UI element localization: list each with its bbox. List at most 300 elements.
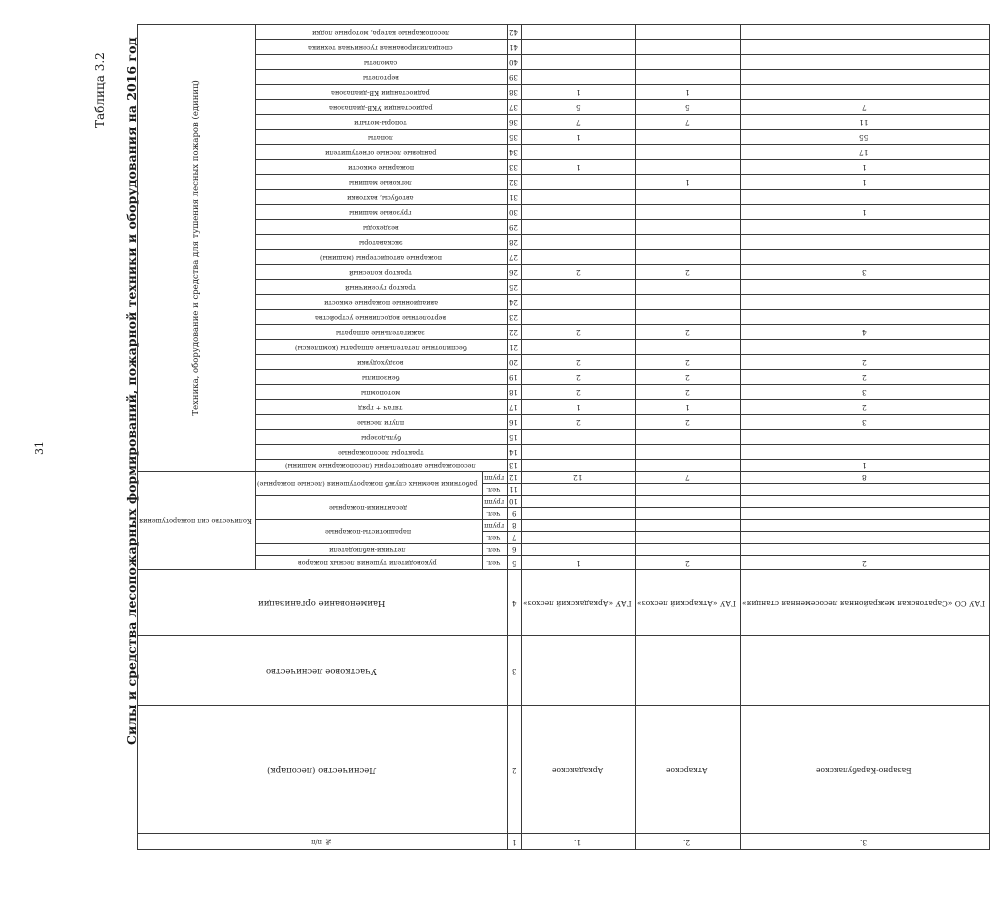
equipment-label-28: самолеты (363, 58, 398, 67)
page-number: 31 (33, 441, 46, 455)
row-num (741, 834, 990, 850)
row-equipment-value-30 (636, 24, 741, 39)
equipment-label-1: лесопожарные автоцистерны (лесопожарные машины) (285, 461, 476, 470)
row-force-value-5 (636, 508, 741, 520)
equipment-value: 2 (685, 418, 690, 428)
row-equipment-value-12 (741, 294, 990, 309)
col-number-3 (508, 636, 522, 706)
header-org (138, 570, 508, 636)
row-equipment-value-29 (636, 39, 741, 54)
col-number-24 (508, 294, 522, 309)
col-number: 13 (509, 460, 519, 469)
equipment-label-3: бульдозеры (360, 433, 401, 442)
col-number: 33 (509, 162, 519, 171)
header-equipment-18 (256, 204, 508, 219)
col-number: 25 (509, 282, 519, 291)
unit-label: чел. (486, 510, 501, 518)
header-unit-5-2 (482, 471, 508, 483)
row-force-value-5 (741, 508, 990, 520)
header-unit-4-2 (482, 496, 508, 508)
equipment-value: 2 (861, 373, 867, 383)
equipment-value: 3 (861, 268, 867, 278)
col-number: 12 (509, 473, 519, 481)
equipment-value: 11 (858, 118, 869, 128)
force-label-2: летчики-наблюдатели (329, 546, 406, 554)
row-force-value-7 (522, 484, 636, 496)
col-number: 34 (509, 147, 519, 156)
row-force-value-2 (741, 544, 990, 556)
row-equipment-value-11 (636, 309, 741, 324)
equipment-label-27: вертолеты (362, 73, 399, 82)
row-force-value-6 (522, 496, 636, 508)
row-equipment-value-11 (741, 309, 990, 324)
header-force-4 (256, 496, 482, 520)
row-equipment-value-25 (741, 99, 990, 114)
col-number: 7 (512, 533, 517, 541)
equipment-label-24: топоры-мотыги (354, 118, 407, 127)
row-forestry-value: Аткарское (666, 765, 708, 775)
row-equipment-value-20 (522, 174, 636, 189)
col-number: 30 (509, 207, 519, 216)
col-number-9 (508, 508, 522, 520)
row-equipment-value-29 (522, 39, 636, 54)
table-row (522, 9, 636, 849)
col-number: 18 (509, 387, 519, 396)
force-label-4: десантники-пожарные (328, 504, 407, 513)
equipment-label-11: вертолетные водосливные устройства (315, 313, 447, 322)
header-forces-group-label: Количество сил пожаротушения (139, 517, 252, 526)
row-equipment-value-22 (741, 144, 990, 159)
col-number: 19 (509, 372, 519, 381)
col-number: 11 (509, 485, 519, 493)
equipment-value: 2 (861, 358, 867, 368)
row-force-value-6 (636, 496, 741, 508)
col-number: 28 (509, 237, 519, 246)
rotated-table-container (137, 15, 986, 850)
header-equipment-4 (256, 414, 508, 429)
row-equipment-value-2 (741, 444, 990, 459)
col-number-26 (508, 264, 522, 279)
row-equipment-value-9 (522, 339, 636, 354)
row-equipment-value-16 (636, 234, 741, 249)
equipment-label-14: трактор колесный (349, 268, 413, 277)
table-row (741, 9, 990, 849)
row-equipment-value-17 (522, 219, 636, 234)
row-equipment-value-10 (522, 324, 636, 339)
header-equipment-19 (256, 189, 508, 204)
row-equipment-value-1 (636, 459, 741, 471)
row-equipment-value-19 (522, 189, 636, 204)
row-equipment-value-4 (522, 414, 636, 429)
header-equipment-14 (256, 264, 508, 279)
row-equipment-value-13 (522, 279, 636, 294)
row-equipment-value-24 (741, 114, 990, 129)
header-num (138, 834, 508, 850)
table-label: Таблица 3.2 (93, 52, 107, 128)
col-number: 39 (509, 72, 519, 81)
row-equipment-value-23 (522, 129, 636, 144)
row-equipment-value-18 (522, 204, 636, 219)
header-unit-2-1 (482, 544, 508, 556)
row-equipment-value-17 (741, 219, 990, 234)
row-forestry-value: Аркадакское (551, 765, 604, 775)
row-force-value-4 (522, 520, 636, 532)
equipment-value: 55 (858, 133, 869, 143)
equipment-value: 2 (575, 358, 581, 368)
force-value: 12 (572, 473, 583, 482)
col-number: 5 (512, 558, 517, 567)
col-number-37 (508, 99, 522, 114)
col-number-22 (508, 324, 522, 339)
row-equipment-value-19 (636, 189, 741, 204)
col-number-42 (508, 24, 522, 39)
row-equipment-value-27 (741, 69, 990, 84)
col-number: 41 (509, 42, 519, 51)
header-unit-3-2 (482, 520, 508, 532)
row-force-value-3 (522, 532, 636, 544)
row-org-value: ГАУ «Аркадакский лесхоз» (523, 598, 632, 608)
col-number: 26 (509, 267, 519, 276)
row-equipment-value-15 (741, 249, 990, 264)
row-force-value-8 (636, 471, 741, 483)
row-equipment-value-30 (522, 24, 636, 39)
col-number-18 (508, 384, 522, 399)
force-value: 2 (861, 558, 867, 568)
header-equipment-5 (256, 399, 508, 414)
row-force-value-1 (522, 556, 636, 570)
row-force-value-1 (636, 556, 741, 570)
col-number-15 (508, 429, 522, 444)
equipment-value: 7 (575, 118, 581, 128)
equipment-value: 2 (575, 268, 581, 278)
header-equipment-24 (256, 114, 508, 129)
header-unit-5-1 (482, 484, 508, 496)
col-number-13 (508, 459, 522, 471)
row-force-value-8 (741, 471, 990, 483)
row-num (636, 834, 741, 850)
col-number: 17 (509, 402, 519, 411)
row-num (522, 834, 636, 850)
row-equipment-value-17 (636, 219, 741, 234)
col-number-11 (508, 484, 522, 496)
equipment-label-18: грузовые машины (349, 208, 412, 217)
row-equipment-value-5 (636, 399, 741, 414)
row-num-value: 1. (573, 837, 582, 847)
row-equipment-value-20 (636, 174, 741, 189)
row-equipment-value-24 (522, 114, 636, 129)
equipment-value: 1 (575, 133, 581, 143)
col-number: 37 (509, 102, 519, 111)
col-number-33 (508, 159, 522, 174)
row-force-value-4 (636, 520, 741, 532)
equipment-label-23: лопаты (368, 133, 394, 142)
row-equipment-value-12 (522, 294, 636, 309)
header-equipment-10 (256, 324, 508, 339)
row-org (636, 570, 741, 636)
row-equipment-value-8 (741, 354, 990, 369)
header-equipment-21 (256, 159, 508, 174)
row-equipment-value-26 (636, 84, 741, 99)
col-number-12 (508, 471, 522, 483)
row-district (522, 636, 636, 706)
row-equipment-value-13 (741, 279, 990, 294)
equipment-value: 2 (685, 268, 690, 278)
header-equipment-group-label: Техника, оборудование и средства для тушения лесных пожаров (единиц) (190, 80, 201, 416)
equipment-value: 1 (685, 178, 690, 188)
col-number-1 (508, 834, 522, 850)
equipment-value: 2 (685, 328, 690, 338)
col-number: 6 (512, 545, 517, 553)
unit-label: чел. (486, 546, 501, 554)
col-number-32 (508, 174, 522, 189)
equipment-value: 1 (861, 460, 867, 470)
row-forestry-value: Базарно-Карабулакское (815, 765, 912, 775)
equipment-label-19: автобусы, вахтовки (347, 193, 414, 202)
col-number-25 (508, 279, 522, 294)
row-equipment-value-10 (636, 324, 741, 339)
col-number: 20 (509, 357, 519, 366)
row-equipment-value-27 (636, 69, 741, 84)
header-equipment-6 (256, 384, 508, 399)
header-unit-4-1 (482, 508, 508, 520)
equipment-label-29: специализированная гусеничная техника (308, 43, 453, 52)
row-equipment-value-7 (522, 369, 636, 384)
col-number: 14 (509, 447, 519, 456)
equipment-value: 7 (861, 103, 867, 113)
col-number-27 (508, 249, 522, 264)
col-number-4 (508, 570, 522, 636)
equipment-value: 2 (861, 403, 867, 413)
equipment-label-16: экскаваторы (358, 238, 403, 247)
row-equipment-value-21 (741, 159, 990, 174)
equipment-value: 5 (575, 103, 581, 113)
header-equipment-15 (256, 249, 508, 264)
equipment-label-22: ранцевые лесные огнетушители (324, 148, 437, 157)
col-number: 35 (509, 132, 519, 141)
equipment-label-13: трактор гусеничный (345, 283, 417, 292)
header-equipment-11 (256, 309, 508, 324)
row-equipment-value-21 (522, 159, 636, 174)
header-org-label: Наименование организации (257, 598, 386, 609)
header-equipment-29 (256, 39, 508, 54)
header-equipment-12 (256, 294, 508, 309)
row-equipment-value-16 (741, 234, 990, 249)
col-number: 1 (512, 837, 517, 846)
row-equipment-value-14 (636, 264, 741, 279)
row-equipment-value-18 (741, 204, 990, 219)
row-equipment-value-26 (741, 84, 990, 99)
header-force-3 (256, 520, 482, 544)
row-equipment-value-14 (522, 264, 636, 279)
equipment-value: 2 (685, 388, 690, 398)
row-equipment-value-11 (522, 309, 636, 324)
row-equipment-value-28 (636, 54, 741, 69)
row-org (522, 570, 636, 636)
row-equipment-value-6 (636, 384, 741, 399)
row-equipment-value-2 (636, 444, 741, 459)
col-number-23 (508, 309, 522, 324)
equipment-label-8: воздуходувки (357, 358, 404, 367)
equipment-value: 2 (575, 373, 581, 383)
equipment-label-4: плуги лесные (357, 418, 405, 427)
row-equipment-value-5 (741, 399, 990, 414)
col-number-2 (508, 706, 522, 834)
table-row (636, 9, 741, 849)
row-equipment-value-26 (522, 84, 636, 99)
equipment-value: 1 (861, 163, 867, 173)
col-number: 23 (509, 312, 519, 321)
header-equipment-25 (256, 99, 508, 114)
row-equipment-value-2 (522, 444, 636, 459)
force-value: 1 (575, 558, 581, 568)
row-force-value-7 (741, 484, 990, 496)
row-force-value-3 (636, 532, 741, 544)
row-equipment-value-4 (636, 414, 741, 429)
header-force-5 (256, 471, 482, 495)
row-equipment-value-30 (741, 24, 990, 39)
col-number-30 (508, 204, 522, 219)
col-number-40 (508, 54, 522, 69)
row-equipment-value-12 (636, 294, 741, 309)
col-number: 29 (509, 222, 519, 231)
col-number: 32 (509, 177, 519, 186)
equipment-label-26: радиостанции КВ-диапазона (331, 88, 430, 97)
equipment-value: 2 (575, 388, 581, 398)
equipment-value: 2 (685, 358, 690, 368)
row-equipment-value-7 (741, 369, 990, 384)
equipment-value: 1 (575, 88, 581, 98)
col-number-39 (508, 69, 522, 84)
row-force-value-7 (636, 484, 741, 496)
header-equipment-13 (256, 279, 508, 294)
header-equipment-2 (256, 444, 508, 459)
row-equipment-value-23 (741, 129, 990, 144)
row-equipment-value-19 (741, 189, 990, 204)
header-equipment-9 (256, 339, 508, 354)
col-number-17 (508, 399, 522, 414)
equipment-value: 3 (861, 388, 867, 398)
force-value: 8 (861, 473, 867, 482)
row-equipment-value-6 (741, 384, 990, 399)
col-number-35 (508, 129, 522, 144)
row-org (741, 570, 990, 636)
row-equipment-value-13 (636, 279, 741, 294)
force-label-1: руководители тушения лесных пожаров (298, 559, 438, 568)
unit-label: чел. (486, 559, 501, 568)
header-unit-1-1 (482, 556, 508, 570)
header-equipment-3 (256, 429, 508, 444)
col-number: 36 (509, 117, 519, 126)
equipment-value: 7 (685, 118, 690, 128)
header-unit-3-1 (482, 532, 508, 544)
row-equipment-value-22 (636, 144, 741, 159)
row-num-value: 2. (683, 837, 691, 847)
equipment-label-10: зажигательные аппараты (336, 328, 425, 337)
header-equipment-26 (256, 84, 508, 99)
col-number: 21 (509, 342, 519, 351)
col-number: 16 (509, 417, 519, 426)
row-equipment-value-21 (636, 159, 741, 174)
col-number: 31 (509, 192, 519, 201)
row-equipment-value-18 (636, 204, 741, 219)
row-equipment-value-29 (741, 39, 990, 54)
row-equipment-value-27 (522, 69, 636, 84)
equipment-value: 2 (685, 373, 690, 383)
equipment-label-20: легковые машины (349, 178, 413, 187)
row-equipment-value-3 (522, 429, 636, 444)
unit-label: групп (483, 522, 504, 530)
header-force-1 (256, 556, 482, 570)
row-equipment-value-25 (636, 99, 741, 114)
row-equipment-value-3 (741, 429, 990, 444)
header-district-label: Участковое лесничество (265, 666, 377, 677)
col-number-7 (508, 532, 522, 544)
row-force-value-6 (741, 496, 990, 508)
equipment-label-7: бензопилы (361, 373, 400, 382)
col-number-16 (508, 414, 522, 429)
header-equipment-16 (256, 234, 508, 249)
equipment-value: 1 (575, 163, 581, 173)
force-label-5: работники наемных служб пожаротушения (лесные пожарные) (257, 480, 478, 489)
row-force-value-4 (741, 520, 990, 532)
col-number-34 (508, 144, 522, 159)
col-number-20 (508, 354, 522, 369)
row-equipment-value-28 (741, 54, 990, 69)
col-number: 24 (509, 297, 519, 306)
equipment-value: 1 (575, 403, 581, 413)
header-equipment-8 (256, 354, 508, 369)
force-label-3: парашютисты-пожарные (324, 528, 411, 537)
col-number-8 (508, 520, 522, 532)
row-forestry (636, 706, 741, 834)
row-equipment-value-8 (522, 354, 636, 369)
col-number: 8 (512, 521, 517, 529)
row-equipment-value-8 (636, 354, 741, 369)
header-forestry-label: Лесничество (лесопарк) (266, 765, 377, 776)
header-equipment-23 (256, 129, 508, 144)
col-number-6 (508, 544, 522, 556)
row-equipment-value-22 (522, 144, 636, 159)
row-force-value-2 (636, 544, 741, 556)
col-number-38 (508, 84, 522, 99)
equipment-label-12: авиационные пожарные емкости (323, 298, 438, 307)
equipment-value: 5 (685, 103, 690, 113)
col-number: 15 (509, 432, 519, 441)
equipment-label-9: беспилотные летательные аппараты (комплексы) (294, 343, 467, 352)
header-forestry (138, 706, 508, 834)
col-number: 40 (509, 57, 519, 66)
row-equipment-value-5 (522, 399, 636, 414)
row-equipment-value-1 (741, 459, 990, 471)
header-equipment-30 (256, 24, 508, 39)
header-num-label: № п/п (310, 838, 332, 847)
header-force-2 (256, 544, 482, 556)
row-district (741, 636, 990, 706)
col-number: 2 (512, 765, 517, 774)
col-number: 27 (509, 252, 519, 261)
equipment-value: 1 (685, 403, 690, 413)
header-equipment-group (138, 24, 256, 471)
col-number-31 (508, 189, 522, 204)
header-equipment-1 (256, 459, 508, 471)
unit-label: чел. (486, 486, 501, 494)
col-number: 9 (512, 509, 517, 517)
row-equipment-value-9 (636, 339, 741, 354)
equipment-value: 4 (861, 328, 867, 338)
row-force-value-5 (522, 508, 636, 520)
force-value: 2 (685, 558, 690, 568)
col-number-14 (508, 444, 522, 459)
